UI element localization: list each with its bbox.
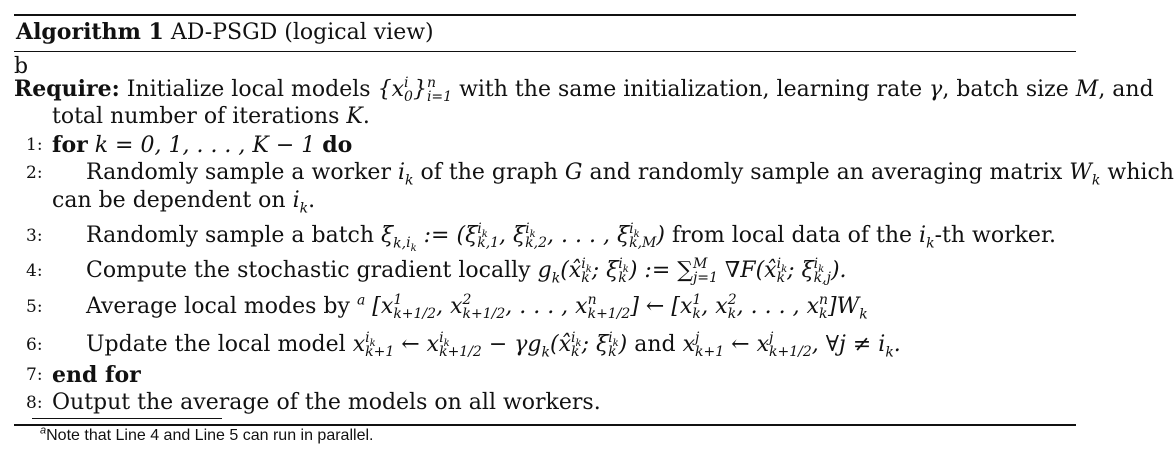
- title-rule: [14, 51, 1076, 52]
- line-3-part-c: -th worker.: [934, 223, 1057, 248]
- require-part-a: Initialize local models: [126, 77, 371, 102]
- line-number: 4:: [26, 261, 43, 281]
- line-4-part-a: Compute the stochastic gradient locally: [86, 258, 531, 283]
- line-6-text: [86, 331, 901, 359]
- line-3-text: Randomly sample a batch $\xi_{k,i_k}$ := (ξ $i_k$ k,1 , ξ $i_k$ k,2 , . . . , ξ $i_k$ k,M ) from local data of the $i_k-th$ worker.: [86, 221, 1057, 255]
- line-3-part-b: from local data of the: [671, 223, 913, 248]
- loop-range: k = 0, 1, . . . , K − 1: [94, 133, 316, 158]
- algorithm-label: Algorithm 1: [16, 19, 164, 45]
- do-keyword: do: [322, 132, 353, 158]
- line-2-part-c: and randomly sample an averaging matrix: [589, 160, 1063, 185]
- line-number: 2:: [26, 163, 43, 183]
- require-keyword: Require:: [14, 76, 120, 102]
- line-2-cont-text: can be dependent on $i_k$.: [52, 188, 316, 217]
- line-7-text: [52, 361, 141, 390]
- batch-definition-math: $\xi_{k,i_k}$ := (ξ $i_k$ k,1 , ξ $i_k$ k,2 , . . . , ξ $i_k$ k,M ): [381, 221, 665, 255]
- update-others-math: x j k+1 ← x j k+1/2 , ∀j ≠ $i_k$.: [682, 330, 901, 361]
- require-cont-text: total number of iterations K.: [52, 104, 370, 129]
- require-part-b: with the same initialization, learning rate: [459, 77, 923, 102]
- line-2-part-b: of the graph: [420, 160, 558, 185]
- line-6-part-a: Update the local model: [86, 332, 346, 357]
- require-part-c: , batch size: [942, 77, 1069, 102]
- for-keyword: for: [52, 132, 88, 158]
- line-number: 5:: [26, 297, 43, 317]
- line-6-part-b: and: [634, 332, 676, 357]
- line-4-text: [86, 257, 847, 285]
- line-number: 7:: [26, 365, 43, 385]
- footnote-marker: a: [40, 424, 47, 437]
- averaging-math: [x 1 k+1/2 , x 2 k+1/2 , . . . , x n k+1/2 ] ← [x 1 k , x 2 k , . . . , x n k ]$W_k$: [372, 292, 868, 323]
- line-2-cont: can be dependent on: [52, 188, 286, 213]
- line-number: 8:: [26, 393, 43, 413]
- line-1-text: [52, 131, 352, 160]
- top-rule: [14, 14, 1076, 16]
- gamma-symbol: γ: [929, 77, 943, 102]
- line-number: 3:: [26, 226, 43, 246]
- line-2-part-d: which: [1107, 160, 1174, 185]
- algorithm-box: [14, 14, 1174, 454]
- line-2-part-a: Randomly sample a worker: [86, 160, 391, 185]
- gradient-math: $g_k(x̂$ $i_k$ k ; ξ $i_k$ k ) := ∑ M j=1 ∇F(x̂ $i_k$ k ; ξ $i_k$ k,j ).: [537, 256, 847, 287]
- footnote: [40, 426, 373, 446]
- footnote-rule: [32, 418, 222, 419]
- require-text: [14, 75, 1154, 104]
- line-8-text: Output the average of the models on all workers.: [52, 390, 601, 415]
- end-for-keyword: end for: [52, 362, 141, 388]
- line-2-text: Randomly sample a worker $i_k$ of the graph G and randomly sample an averaging matrix $W_k$ which: [86, 160, 1174, 189]
- footnote-text: Note that Line 4 and Line 5 can run in parallel.: [46, 427, 374, 444]
- batch-size-symbol: M: [1075, 77, 1099, 102]
- require-part-e: total number of iterations: [52, 104, 340, 129]
- require-part-d: , and: [1098, 77, 1154, 102]
- line-3-part-a: Randomly sample a batch: [86, 223, 375, 248]
- stray-text: b: [14, 54, 29, 79]
- line-5-part-a: Average local modes by: [86, 294, 350, 319]
- line-5-text: Average local modes by $^a$ [x 1 k+1/2 , x 2 k+1/2 , . . . , x n k+1/2 ] ← [x 1 k , x 2 k , . . . , x n k ]$W_k$: [86, 292, 868, 323]
- line-number: 1:: [26, 135, 43, 155]
- line-number: 6:: [26, 335, 43, 355]
- algorithm-name: AD-PSGD (logical view): [170, 20, 434, 45]
- require-models-math: {x i 0 } n i=1: [377, 75, 453, 105]
- algorithm-title: [16, 18, 434, 47]
- update-math: x $i_k$ k+1 ← x $i_k$ k+1/2 − $\gamma g_k(x̂$ $i_k$ k ; ξ $i_k$ k ): [352, 330, 628, 361]
